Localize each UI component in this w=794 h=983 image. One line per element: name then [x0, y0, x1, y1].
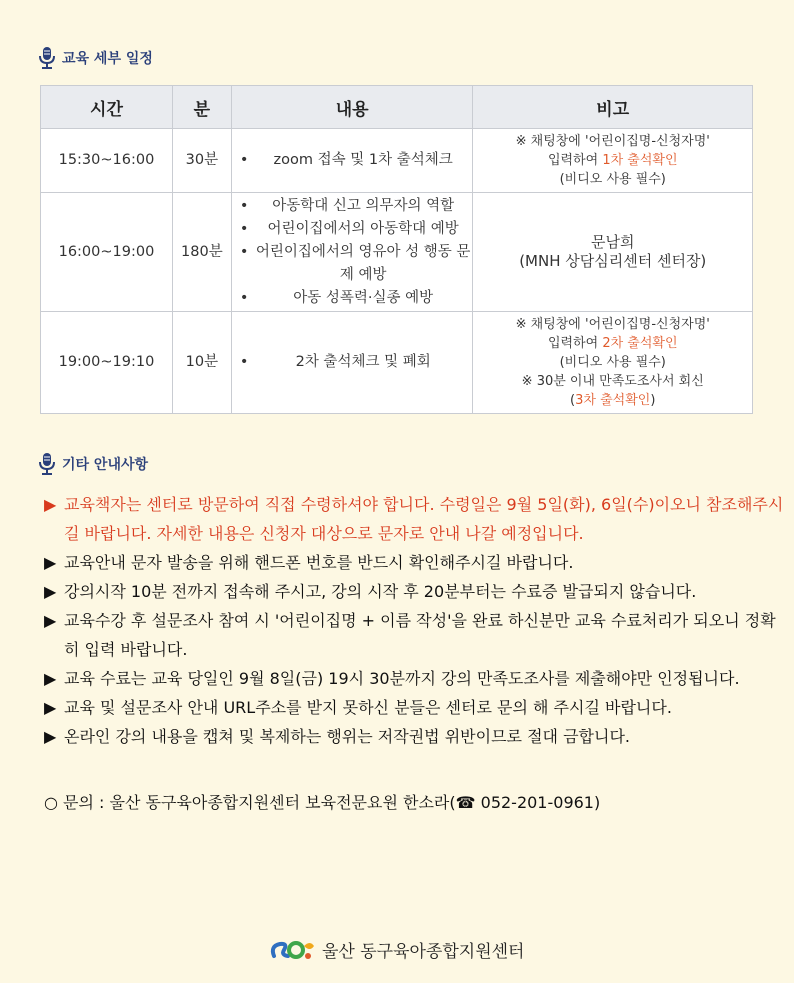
- note-line: [473, 233, 752, 252]
- cell-minutes: 180분: [172, 193, 231, 312]
- cell-content: [231, 129, 473, 193]
- cell-minutes: 30분: [172, 129, 231, 193]
- notice-list: [44, 490, 784, 751]
- header-time: 시간: [41, 86, 173, 129]
- content-item: • 아동 성폭력·실종 예방: [238, 287, 473, 310]
- note-text: 문남희: [590, 233, 635, 251]
- header-content: 내용: [231, 86, 473, 129]
- section-title-text: 기타 안내사항: [62, 457, 149, 473]
- arrow-bullet-icon: ▶: [44, 727, 57, 746]
- table-header-row: [41, 86, 753, 129]
- footer: [268, 932, 524, 966]
- content-list: [238, 351, 473, 374]
- notice-text: 교육책자는 센터로 방문하여 직접 수령하셔야 합니다. 수령일은 9월 5일(화), 6일(수)이오니 참조해주시길 바랍니다. 자세한 내용은 신청자 대상으로 문자로 안내 나갈 예정입니다.: [64, 495, 784, 543]
- note-text: ※ 채팅창에 '어린이집명-신청자명': [515, 134, 710, 149]
- note-line: [473, 353, 752, 372]
- notice-text: 교육수강 후 설문조사 참여 시 '어린이집명 + 이름 작성'을 완료 하신분만 교육 수료처리가 되오니 정확히 입력 바랍니다.: [64, 611, 776, 659]
- notice-text: 교육 및 설문조사 안내 URL주소를 받지 못하신 분들은 센터로 문의 해 주시길 바랍니다.: [64, 698, 672, 717]
- note-text: (MNH 상담심리센터 센터장): [519, 252, 707, 270]
- note-line: [473, 315, 752, 334]
- cell-note: [473, 312, 753, 414]
- note-highlight: 3차 출석확인: [575, 393, 651, 408]
- notice-text: 교육안내 문자 발송을 위해 핸드폰 번호를 반드시 확인해주시길 바랍니다.: [64, 553, 574, 572]
- note-text: (비디오 사용 필수): [559, 172, 666, 187]
- note-highlight: 2차 출석확인: [602, 336, 678, 351]
- cell-note: [473, 193, 753, 312]
- notice-item: [44, 577, 784, 606]
- note-text: (: [570, 393, 576, 408]
- microphone-icon: [38, 452, 56, 476]
- note-text: (비디오 사용 필수): [559, 355, 666, 370]
- note-line: [473, 151, 752, 170]
- arrow-bullet-icon: ▶: [44, 669, 57, 688]
- section-title-text: 교육 세부 일정: [62, 51, 153, 67]
- notice-section-title: [38, 452, 148, 476]
- arrow-bullet-icon: ▶: [44, 495, 57, 514]
- notice-text: 교육 수료는 교육 당일인 9월 8일(금) 19시 30분까지 강의 만족도조사를 제출해야만 인정됩니다.: [64, 669, 740, 688]
- notice-item: [44, 693, 784, 722]
- notice-text: 강의시작 10분 전까지 접속해 주시고, 강의 시작 후 20분부터는 수료증 발급되지 않습니다.: [64, 582, 697, 601]
- content-list: [238, 195, 473, 310]
- note-line: [473, 334, 752, 353]
- arrow-bullet-icon: ▶: [44, 553, 57, 572]
- table-row: [41, 193, 753, 312]
- cell-time: 15:30~16:00: [41, 129, 173, 193]
- note-text: 입력하여: [547, 153, 603, 168]
- notice-item: [44, 490, 784, 548]
- header-minutes: 분: [172, 86, 231, 129]
- note-text: ※ 30분 이내 만족도조사서 회신: [521, 374, 704, 389]
- note-text: 입력하여: [547, 336, 603, 351]
- schedule-table: [40, 85, 753, 414]
- content-item: • zoom 접속 및 1차 출석체크: [238, 149, 473, 172]
- contact-prefix: ○ 문의 : 울산 동구육아종합지원센터 보육전문요원 한소라(: [44, 793, 456, 812]
- notice-item: [44, 548, 784, 577]
- note-line: [473, 252, 752, 271]
- cell-note: [473, 129, 753, 193]
- content-item: • 아동학대 신고 의무자의 역할: [238, 195, 473, 218]
- contact-line: [44, 790, 600, 813]
- table-row: [41, 312, 753, 414]
- cell-minutes: 10분: [172, 312, 231, 414]
- content-item: • 어린이집에서의 아동학대 예방: [238, 218, 473, 241]
- cell-content: [231, 312, 473, 414]
- note-text: ※ 채팅창에 '어린이집명-신청자명': [515, 317, 710, 332]
- content-item: • 2차 출석체크 및 폐회: [238, 351, 473, 374]
- center-logo-icon: [268, 932, 316, 966]
- note-text: ): [650, 393, 656, 408]
- notice-text: 온라인 강의 내용을 캡쳐 및 복제하는 행위는 저작권법 위반이므로 절대 금합니다.: [64, 727, 630, 746]
- content-item: • 어린이집에서의 영유아 성 행동 문제 예방: [238, 241, 473, 287]
- note-line: [473, 132, 752, 151]
- notice-item: [44, 606, 784, 664]
- footer-org-name: 울산 동구육아종합지원센터: [322, 941, 525, 962]
- header-note: 비고: [473, 86, 753, 129]
- notice-item: [44, 664, 784, 693]
- microphone-icon: [38, 46, 56, 70]
- cell-content: [231, 193, 473, 312]
- table-row: [41, 129, 753, 193]
- note-highlight: 1차 출석확인: [602, 153, 678, 168]
- phone-icon: ☎: [455, 793, 476, 812]
- arrow-bullet-icon: ▶: [44, 698, 57, 717]
- contact-phone: 052-201-0961): [475, 793, 601, 812]
- arrow-bullet-icon: ▶: [44, 611, 57, 630]
- note-line: [473, 170, 752, 189]
- note-line: [473, 372, 752, 391]
- notice-item: [44, 722, 784, 751]
- schedule-section-title: [38, 46, 153, 70]
- cell-time: 16:00~19:00: [41, 193, 173, 312]
- content-list: [238, 149, 473, 172]
- cell-time: 19:00~19:10: [41, 312, 173, 414]
- note-line: [473, 391, 752, 410]
- arrow-bullet-icon: ▶: [44, 582, 57, 601]
